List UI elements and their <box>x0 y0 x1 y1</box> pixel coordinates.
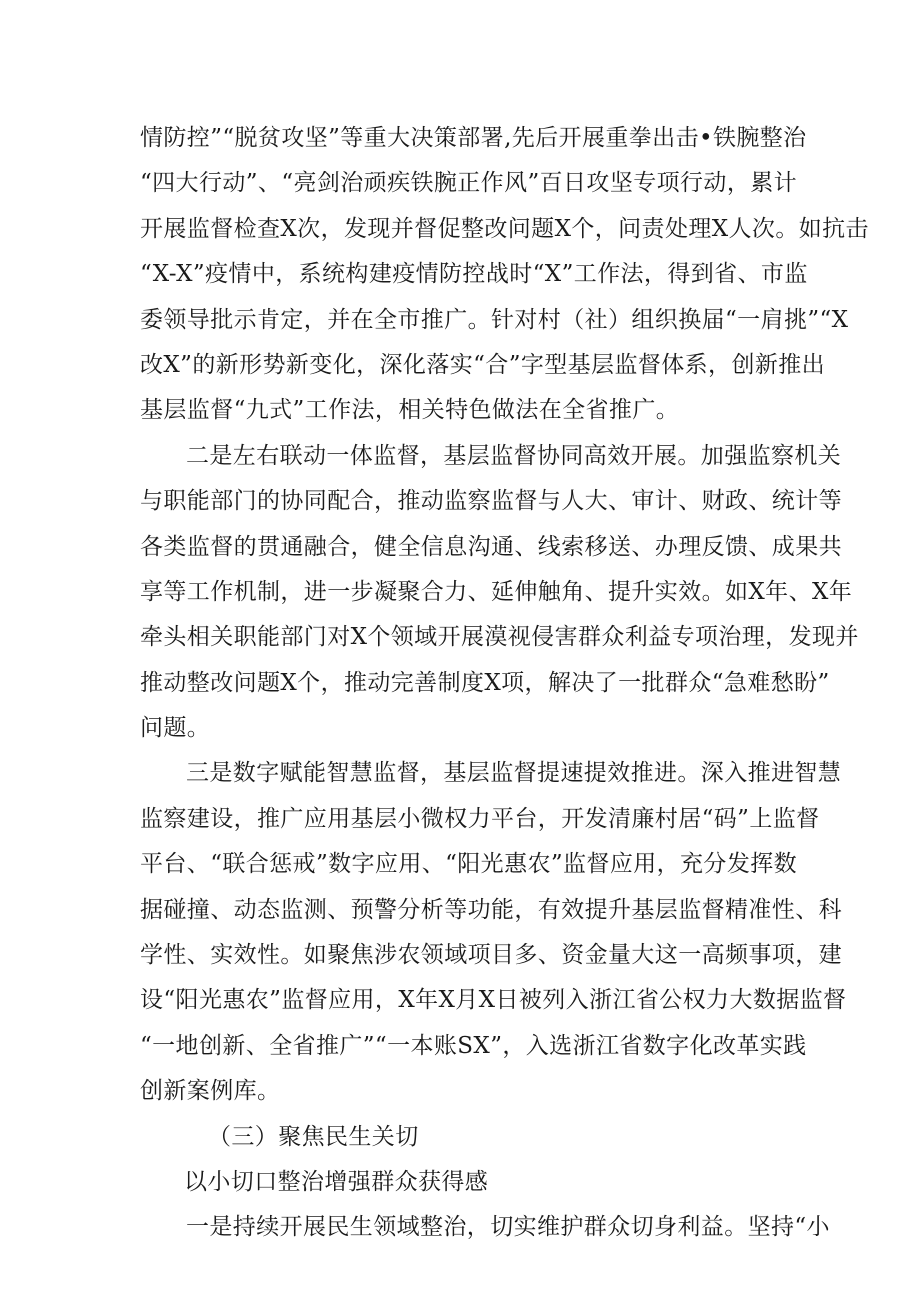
text-line: 据碰撞、动态监测、预警分析等功能，有效提升基层监督精准性、科 <box>140 896 842 923</box>
paragraph-start-line: 一是持续开展民生领域整治，切实维护群众切身利益。坚持“小 <box>186 1214 830 1241</box>
text-line: 创新案例库。 <box>140 1078 281 1105</box>
text-line: 与职能部门的协同配合，推动监察监督与人大、审计、财政、统计等 <box>140 488 842 515</box>
section-subheading: 以小切口整治增强群众获得感 <box>184 1168 489 1195</box>
text-line: 牵头相关职能部门对X个领域开展漠视侵害群众利益专项治理，发现并 <box>140 624 859 651</box>
text-line: 基层监督“九式”工作法，相关特色做法在全省推广。 <box>140 397 680 424</box>
text-line: 监察建设，推广应用基层小微权力平台，开发清廉村居“码”上监督 <box>140 805 820 832</box>
text-line: 享等工作机制，进一步凝聚合力、延伸触角、提升实效。如X年、X年 <box>140 578 853 605</box>
section-heading: （三）聚焦民生关切 <box>208 1123 419 1150</box>
text-line: 改X”的新形势新变化，深化落实“合”字型基层监督体系，创新推出 <box>140 351 826 378</box>
paragraph-start-line: 三是数字赋能智慧监督，基层监督提速提效推进。深入推进智慧 <box>186 760 842 787</box>
paragraph-start-line: 二是左右联动一体监督，基层监督协同高效开展。加强监察机关 <box>186 442 842 469</box>
text-line: 问题。 <box>140 715 211 742</box>
text-line: 学性、实效性。如聚焦涉农领域项目多、资金量大这一高频事项，建 <box>140 942 842 969</box>
text-line: 推动整改问题X个，推动完善制度X项，解决了一批群众“急难愁盼” <box>140 669 830 696</box>
text-line: 设“阳光惠农”监督应用，X年X月X日被列入浙江省公权力大数据监督 <box>140 987 847 1014</box>
text-line: “四大行动”、“亮剑治顽疾铁腕正作风”百日攻坚专项行动，累计 <box>140 170 798 197</box>
text-line: 情防控”“脱贫攻坚”等重大决策部署,先后开展重拳出击•铁腕整治 <box>140 125 807 151</box>
text-line: 各类监督的贯通融合，健全信息沟通、线索移送、办理反馈、成果共 <box>140 533 842 560</box>
text-line: “一地创新、全省推广”“一本账SX”，入选浙江省数字化改革实践 <box>140 1032 807 1059</box>
document-body <box>140 116 869 1251</box>
text-line: 开展监督检查X次，发现并督促整改问题X个，问责处理X人次。如抗击 <box>140 215 869 242</box>
text-line: “X-X”疫情中，系统构建疫情防控战时“X”工作法，得到省、市监 <box>140 261 808 288</box>
text-line: 委领导批示肯定，并在全市推广。针对村（社）组织换届“一肩挑”“X <box>140 306 849 333</box>
text-line: 平台、“联合惩戒”数字应用、“阳光惠农”监督应用，充分发挥数 <box>140 851 798 878</box>
